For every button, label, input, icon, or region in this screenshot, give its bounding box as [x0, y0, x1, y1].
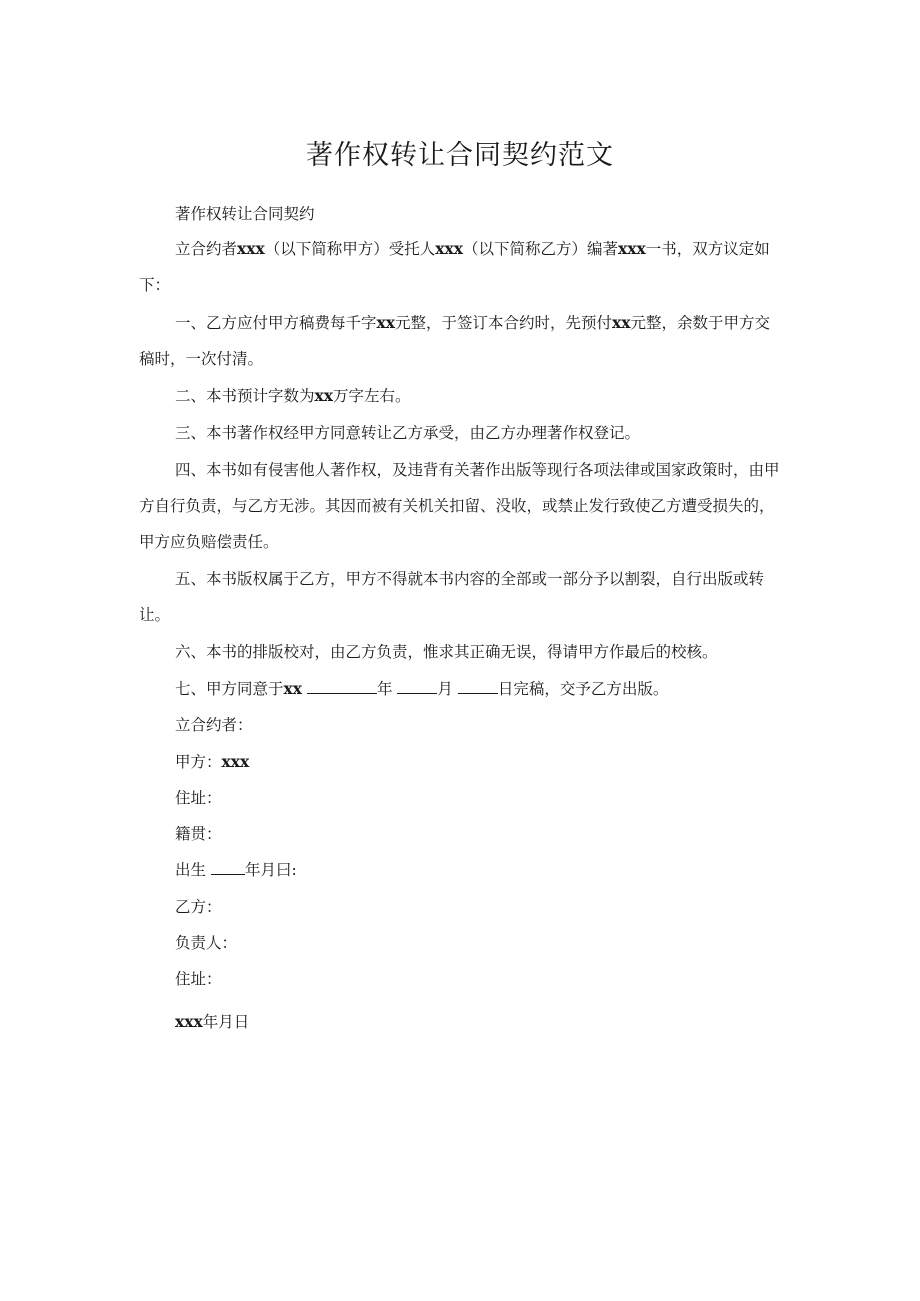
day-blank: [458, 679, 498, 694]
clause-1: [139, 305, 785, 377]
clause-1-placeholder-2: xx: [612, 313, 631, 332]
intro-text-3: （以下简称乙方）编著: [463, 240, 619, 258]
intro-placeholder-1: xxx: [237, 239, 265, 258]
parties-label: 立合约者：: [175, 716, 253, 734]
party-a-address: 住址：: [175, 789, 222, 807]
clause-7-text-2: 日完稿，交予乙方出版。: [497, 680, 669, 698]
party-a-value: xxx: [221, 752, 250, 771]
birth-text-1: 出生: [175, 861, 207, 879]
year-blank: [307, 679, 377, 694]
clause-7: [175, 677, 668, 701]
clause-6: 六、本书的排版校对，由乙方负责，惟求其正确无误，得请甲方作最后的校核。: [175, 643, 718, 661]
clause-4: 四、本书如有侵害他人著作权，及违背有关著作出版等现行各项法律或国家政策时，由甲方自行负责，与乙方无涉。其因而被有关机关扣留、没收，或禁止发行致使乙方遭受损失的，甲方应负赔偿责任。: [139, 461, 780, 551]
clause-7-text-1: 七、甲方同意于: [175, 680, 284, 698]
intro-text-2: （以下简称甲方）受托人: [264, 240, 436, 258]
clause-7-placeholder: xx: [283, 679, 302, 698]
month-blank: [397, 679, 437, 694]
intro-text-4: 一书，双方议定如下：: [139, 240, 770, 294]
responsible-person: 负责人：: [175, 934, 238, 952]
clause-1-placeholder-1: xx: [376, 313, 395, 332]
clause-1-text-2: 元整，于签订本合约时，先预付: [395, 314, 613, 332]
birth-text-2: 年月曰:: [244, 861, 297, 879]
party-a-label: 甲方：: [175, 753, 222, 771]
intro-placeholder-2: xxx: [435, 239, 463, 258]
clause-2: [139, 378, 785, 414]
birth-blank: [211, 860, 245, 875]
clause-7-month: 月: [437, 680, 453, 698]
clause-1-text-3: 元整，余数于甲方交稿时，一次付清。: [139, 314, 771, 368]
date-suffix: 年月日: [202, 1013, 250, 1031]
party-a-line: [175, 750, 249, 774]
party-b-address: 住址：: [175, 970, 222, 988]
intro-paragraph: [139, 231, 785, 303]
clause-5: 五、本书版权属于乙方，甲方不得就本书内容的全部或一部分予以割裂，自行出版或转让。: [139, 570, 765, 624]
party-b-label: 乙方：: [175, 898, 222, 916]
clause-7-year: 年: [376, 680, 393, 698]
intro-placeholder-3: xxx: [618, 239, 646, 258]
clause-2-text-2: 万字左右。: [333, 387, 411, 405]
document-title: 著作权转让合同契约范文: [306, 140, 614, 171]
birth-line: [175, 858, 297, 882]
contract-subtitle: 著作权转让合同契约: [175, 205, 315, 223]
clause-2-text-1: 二、本书预计字数为: [175, 387, 315, 405]
clause-3: 三、本书著作权经甲方同意转让乙方承受，由乙方办理著作权登记。: [175, 424, 641, 442]
date-placeholder: xxx: [175, 1012, 203, 1031]
native-place: 籍贯：: [175, 825, 222, 843]
clause-1-text-1: 一、乙方应付甲方稿费每千字: [175, 314, 377, 332]
date-line: [175, 1010, 249, 1034]
intro-text-1: 立合约者: [175, 240, 238, 258]
clause-2-placeholder: xx: [314, 386, 333, 405]
